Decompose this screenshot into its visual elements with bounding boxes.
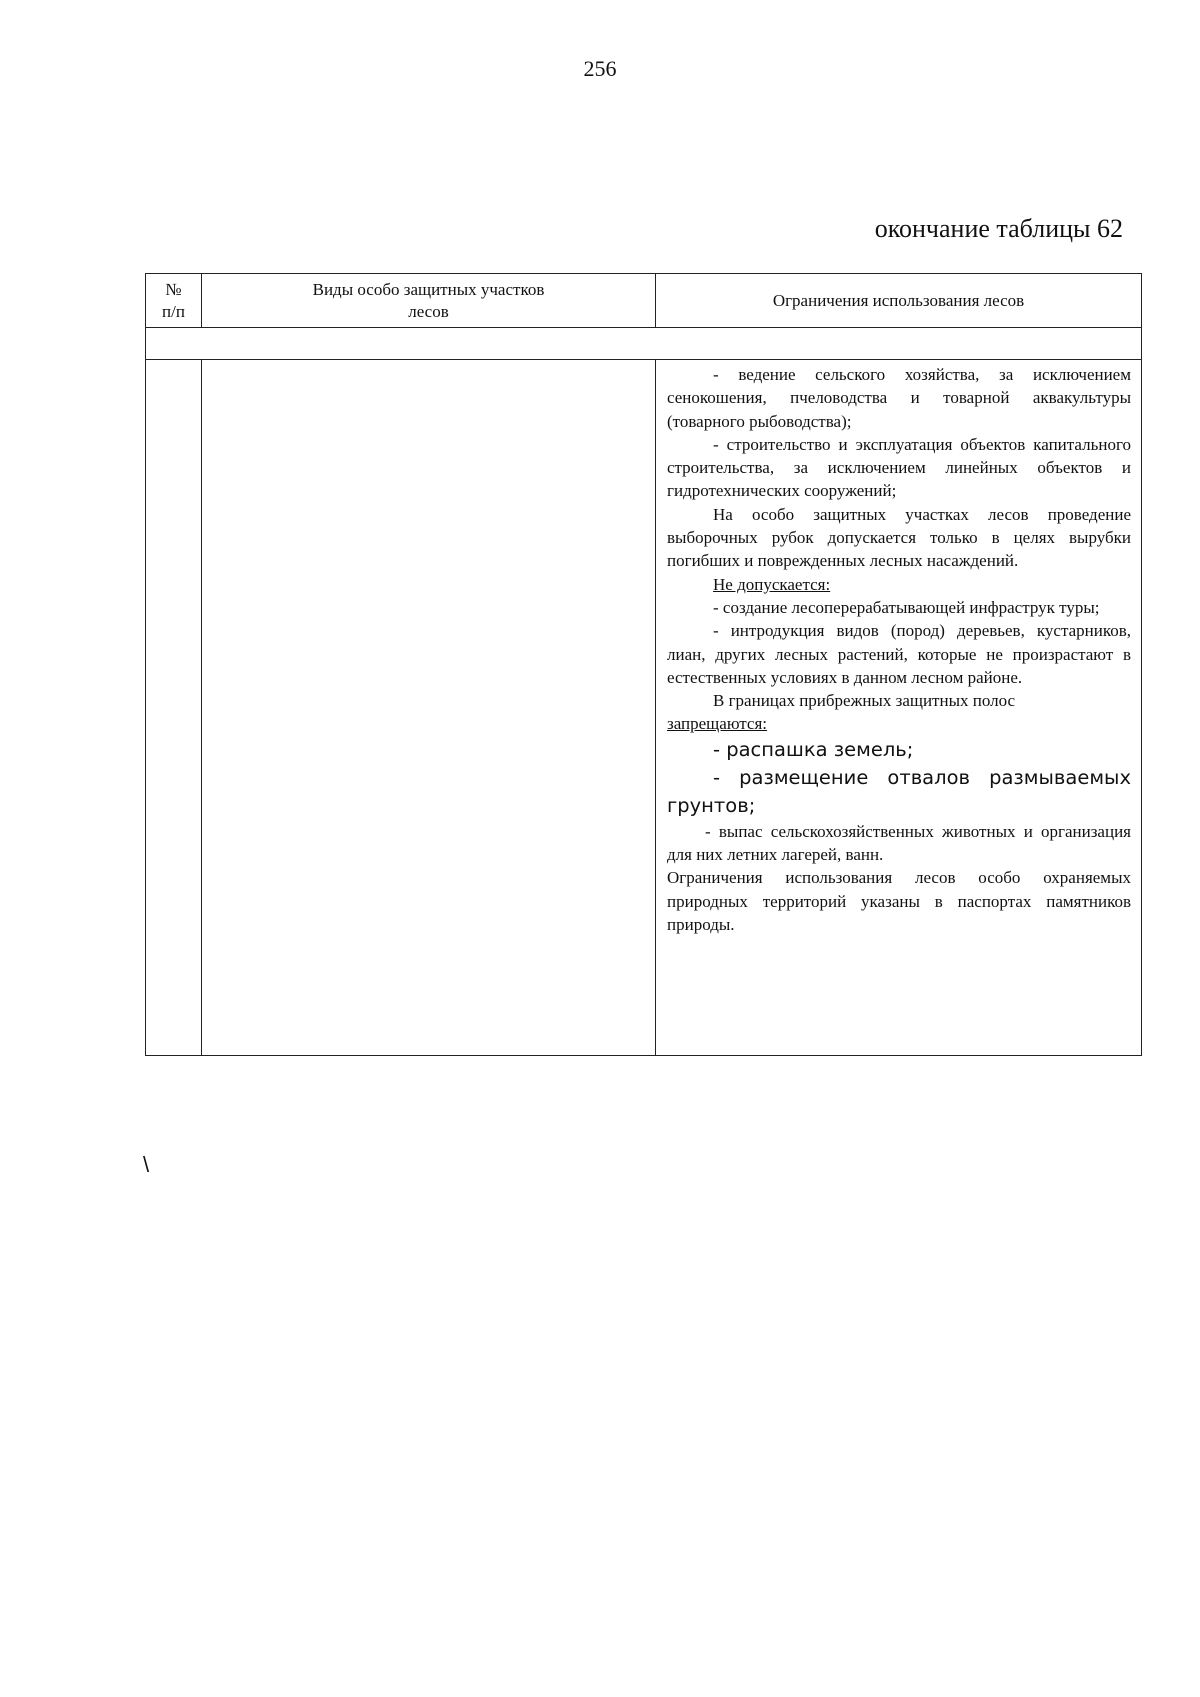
restriction-paragraph: - распашка земель; xyxy=(713,737,914,761)
table-empty-row xyxy=(146,328,1142,360)
restriction-paragraph: - интродукция видов (пород) деревьев, кустарников, лиан, других лесных растений, которые не произрастают в естественных условиях в данном лесном районе. xyxy=(667,621,1131,687)
types-cell xyxy=(202,360,656,1056)
header-types xyxy=(202,274,656,328)
restriction-paragraph: На особо защитных участках лесов проведение выборочных рубок допускается только в целях вырубки погибших и поврежденных лесных насаждений. xyxy=(667,504,1131,571)
restrictions-table xyxy=(145,273,1142,1056)
header-types-line2: лесов xyxy=(408,301,449,321)
header-restrictions: Ограничения использования лесов xyxy=(656,274,1142,328)
table-caption: окончание таблицы 62 xyxy=(874,214,1123,243)
restriction-paragraph: Ограничения использования лесов особо охраняемых природных территорий указаны в паспортах памятников природы. xyxy=(667,868,1131,934)
stray-backslash-mark: \ xyxy=(143,1152,150,1177)
prohibited-heading: запрещаются: xyxy=(667,714,768,734)
restriction-paragraph: - ведение сельского хозяйства, за исключением сенокошения, пчеловодства и товарной аквакультуры (товарного рыбоводства); xyxy=(667,365,1131,431)
restriction-paragraph: - выпас сельскохозяйственных животных и организация для них летних лагерей, ванн. xyxy=(667,821,1131,865)
table-row xyxy=(146,360,1142,1056)
table-header-row xyxy=(146,274,1142,328)
not-allowed-heading: Не допускается: xyxy=(713,574,831,594)
restriction-paragraph: - создание лесоперерабатывающей инфраструк туры; xyxy=(713,597,1100,617)
header-number-line2: п/п xyxy=(162,301,185,321)
restriction-paragraph: В границах прибрежных защитных полос xyxy=(713,691,1016,711)
restriction-paragraph: - строительство и эксплуатация объектов капитального строительства, за исключением линейных объектов и гидротехнических сооружений; xyxy=(667,434,1131,501)
header-number-line1: № xyxy=(165,279,182,299)
empty-cell xyxy=(146,328,1142,360)
number-cell xyxy=(146,360,202,1056)
restriction-paragraph: - размещение отвалов размываемых грунтов; xyxy=(667,765,1131,817)
header-types-line1: Виды особо защитных участков xyxy=(312,279,545,299)
page-number: 256 xyxy=(583,56,617,81)
restrictions-cell xyxy=(656,360,1142,1056)
header-number xyxy=(146,274,202,328)
